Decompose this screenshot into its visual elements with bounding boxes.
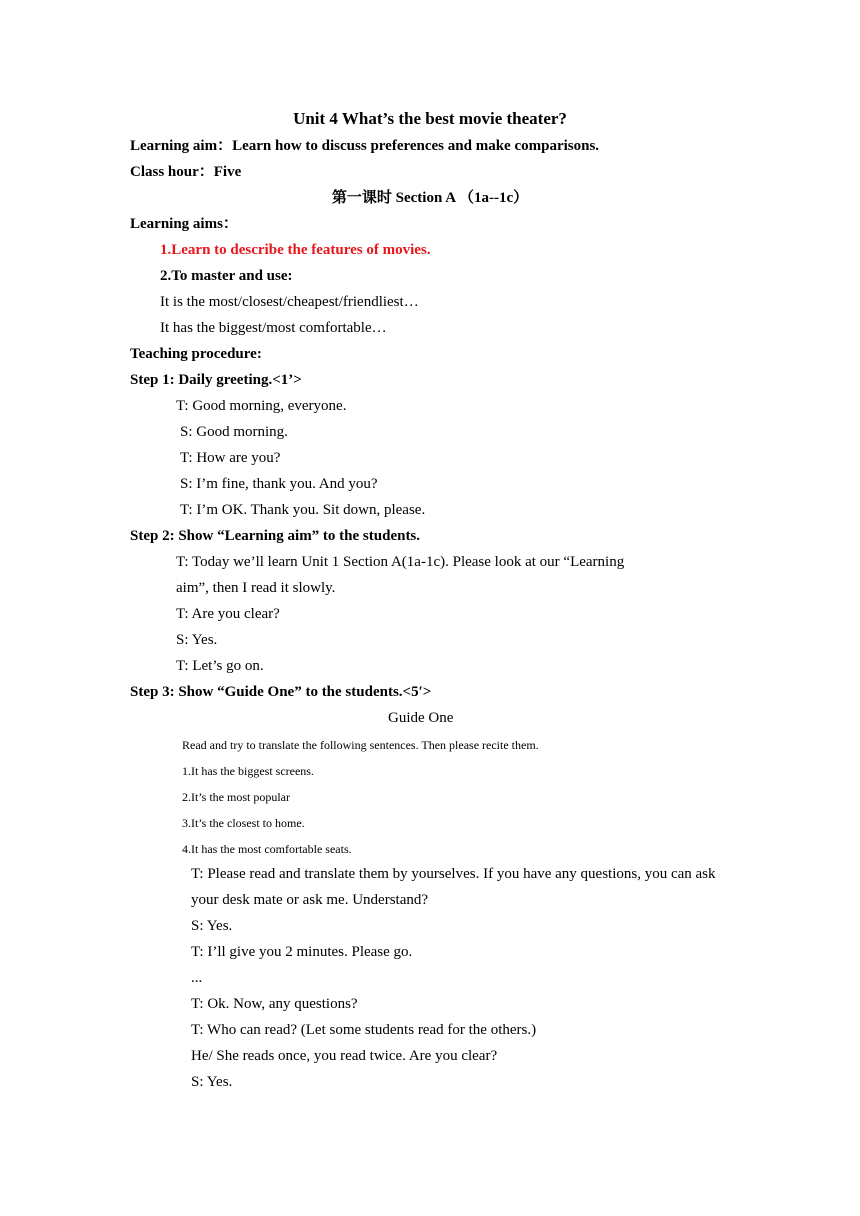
step3-dialog-line: T: Please read and translate them by yourselves. If you have any questions, you can ask: [191, 866, 716, 882]
step3-dialog-line: your desk mate or ask me. Understand?: [191, 892, 429, 908]
step2-line: T: Are you clear?: [176, 606, 280, 622]
aim-2: 2.To master and use:: [160, 268, 293, 284]
guide-line: 4.It has the most comfortable seats.: [182, 842, 352, 856]
class-hour: Class hour：Five: [130, 164, 242, 180]
step2-line: aim”, then I read it slowly.: [176, 580, 336, 596]
guide-line: 1.It has the biggest screens.: [182, 764, 314, 778]
step1-line: T: Good morning, everyone.: [176, 398, 347, 414]
step2-line: S: Yes.: [176, 632, 218, 648]
teaching-procedure: Teaching procedure:: [130, 346, 262, 362]
step1-line: T: How are you?: [180, 450, 281, 466]
guide-title: Guide One: [388, 710, 454, 726]
step2-heading: Step 2: Show “Learning aim” to the students.: [130, 528, 421, 544]
step3-dialog-line: S: Yes.: [191, 1074, 233, 1090]
aim-1: 1.Learn to describe the features of movies.: [160, 242, 431, 258]
step1-line: T: I’m OK. Thank you. Sit down, please.: [180, 502, 426, 518]
step2-line: T: Let’s go on.: [176, 658, 264, 674]
step3-dialog-line: S: Yes.: [191, 918, 233, 934]
pattern-1: It is the most/closest/cheapest/friendliest…: [160, 294, 419, 310]
step3-heading: Step 3: Show “Guide One” to the students.<5′>: [130, 684, 432, 700]
guide-line: 2.It’s the most popular: [182, 790, 290, 804]
document-title: Unit 4 What’s the best movie theater?: [293, 109, 567, 128]
step1-line: S: Good morning.: [180, 424, 288, 440]
step1-line: S: I’m fine, thank you. And you?: [180, 476, 378, 492]
step3-dialog-line: T: Ok. Now, any questions?: [191, 996, 358, 1012]
step3-dialog-line: T: Who can read? (Let some students read for the others.): [191, 1022, 537, 1038]
guide-line: Read and try to translate the following sentences. Then please recite them.: [182, 738, 539, 752]
pattern-2: It has the biggest/most comfortable…: [160, 320, 387, 336]
step1-heading: Step 1: Daily greeting.<1’>: [130, 372, 302, 388]
step3-dialog-line: He/ She reads once, you read twice. Are you clear?: [191, 1048, 498, 1064]
step2-line: T: Today we’ll learn Unit 1 Section A(1a-1c). Please look at our “Learning: [176, 554, 625, 570]
learning-aim: Learning aim：Learn how to discuss preferences and make comparisons.: [130, 138, 600, 154]
section-heading: 第一课时 Section A （1a--1c）: [331, 190, 529, 206]
learning-aims-label: Learning aims：: [130, 216, 238, 232]
step3-dialog-line: T: I’ll give you 2 minutes. Please go.: [191, 944, 413, 960]
step3-dialog-line: ...: [191, 970, 203, 986]
guide-line: 3.It’s the closest to home.: [182, 816, 305, 830]
